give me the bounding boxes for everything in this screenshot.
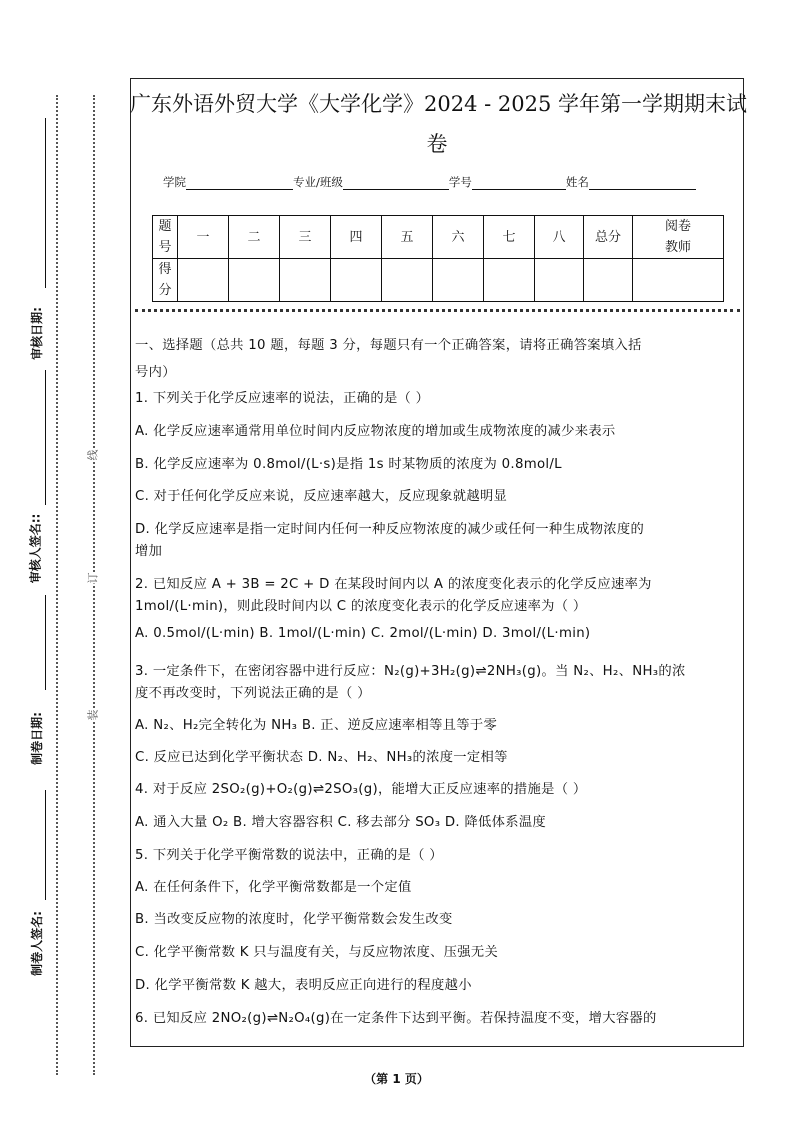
exam-title: 广东外语外贸大学《大学化学》2024 - 2025 学年第一学期期末试 [130, 92, 748, 116]
header-cell: 阅卷教师 [633, 216, 724, 259]
name-label: 姓名 [565, 175, 589, 189]
question-line: A. 0.5mol/(L·min) B. 1mol/(L·min) C. 2mol/(L·min) D. 3mol/(L·min) [135, 626, 591, 641]
page-number: （第 1 页） [364, 1072, 429, 1086]
question-line: C. 反应已达到化学平衡状态 D. N₂、H₂、NH₃的浓度一定相等 [135, 750, 508, 765]
maker-date-underline [45, 595, 46, 690]
question-line: 6. 已知反应 2NO₂(g)⇌N₂O₄(g)在一定条件下达到平衡。若保持温度不变，增大容器的 [135, 1011, 657, 1026]
score-cell[interactable] [382, 259, 433, 302]
section-heading: 号内） [135, 365, 176, 380]
score-table [152, 215, 724, 302]
header-cell: 二 [229, 216, 280, 259]
reviewer-signature-label: 审核人签名:: [28, 513, 43, 584]
question-line: 4. 对于反应 2SO₂(g)+O₂(g)⇌2SO₃(g)，能增大正反应速率的措施是（ ） [135, 782, 587, 797]
exam-title-cont: 卷 [426, 132, 448, 156]
student-id-label: 学号 [448, 175, 472, 189]
score-cell[interactable] [331, 259, 382, 302]
header-cell: 总分 [584, 216, 633, 259]
section-heading: 一、选择题（总共 10 题，每题 3 分，每题只有一个正确答案，请将正确答案填入括 [135, 338, 642, 353]
name-field[interactable] [589, 177, 696, 190]
maker-signature-underline [45, 790, 46, 900]
question-line: A. 通入大量 O₂ B. 增大容器容积 C. 移去部分 SO₃ D. 降低体系温度 [135, 815, 547, 830]
score-cell[interactable] [280, 259, 331, 302]
question-number-row [153, 216, 724, 259]
college-field[interactable] [186, 177, 293, 190]
header-cell: 四 [331, 216, 382, 259]
binding-dotted-line-inner [93, 95, 95, 1075]
maker-date-label: 制卷日期: [29, 712, 44, 765]
header-cell: 六 [433, 216, 484, 259]
score-cell[interactable] [484, 259, 535, 302]
score-cell[interactable] [584, 259, 633, 302]
header-cell: 五 [382, 216, 433, 259]
major-class-label: 专业/班级 [293, 175, 343, 189]
student-info [163, 174, 696, 190]
score-cell[interactable] [633, 259, 724, 302]
question-line: A. N₂、H₂完全转化为 NH₃ B. 正、逆反应速率相等且等于零 [135, 718, 498, 733]
student-id-field[interactable] [472, 177, 566, 190]
question-line: 2. 已知反应 A + 3B = 2C + D 在某段时间内以 A 的浓度变化表示的化学反应速率为 [135, 577, 652, 592]
question-line: A. 在任何条件下，化学平衡常数都是一个定值 [135, 880, 412, 895]
binding-mark-line: 线 [86, 449, 100, 461]
binding-dotted-line-outer [56, 95, 58, 1075]
header-cell: 三 [280, 216, 331, 259]
question-line: 1mol/(L·min)，则此段时间内以 C 的浓度变化表示的化学反应速率为（ ） [135, 599, 587, 614]
question-line: B. 化学反应速率为 0.8mol/(L·s)是指 1s 时某物质的浓度为 0.8mol/L [135, 457, 562, 472]
question-line: A. 化学反应速率通常用单位时间内反应物浓度的增加或生成物浓度的减少来表示 [135, 424, 616, 439]
maker-signature-label: 制卷人签名: [29, 911, 44, 976]
question-line: 增加 [135, 544, 163, 559]
question-line: 3. 一定条件下，在密闭容器中进行反应：N₂(g)+3H₂(g)⇌2NH₃(g)。当 N₂、H₂、NH₃的浓 [135, 664, 686, 679]
header-cell: 一 [178, 216, 229, 259]
binding-mark-bind: 装 [86, 709, 100, 721]
score-cell[interactable] [178, 259, 229, 302]
header-cell: 八 [535, 216, 584, 259]
reviewer-signature-underline [45, 370, 46, 505]
score-cell[interactable] [229, 259, 280, 302]
review-date-label: 审核日期: [29, 307, 44, 360]
score-cell[interactable] [433, 259, 484, 302]
header-cell: 七 [484, 216, 535, 259]
separator-dotted-line [135, 309, 740, 312]
question-line: D. 化学平衡常数 K 越大，表明反应正向进行的程度越小 [135, 978, 472, 993]
question-line: B. 当改变反应物的浓度时，化学平衡常数会发生改变 [135, 912, 453, 927]
score-row [153, 259, 724, 302]
question-line: D. 化学反应速率是指一定时间内任何一种反应物浓度的减少或任何一种生成物浓度的 [135, 522, 645, 537]
question-line: C. 化学平衡常数 K 只与温度有关，与反应物浓度、压强无关 [135, 945, 499, 960]
binding-mark-staple: 订 [86, 572, 100, 584]
score-row-label: 得分 [153, 259, 178, 302]
question-line: 度不再改变时，下列说法正确的是（ ） [135, 686, 371, 701]
major-class-field[interactable] [343, 177, 449, 190]
header-cell: 题号 [153, 216, 178, 259]
question-line: 1. 下列关于化学反应速率的说法，正确的是（ ） [135, 391, 430, 406]
question-line: C. 对于任何化学反应来说，反应速率越大，反应现象就越明显 [135, 489, 508, 504]
question-line: 5. 下列关于化学平衡常数的说法中，正确的是（ ） [135, 848, 443, 863]
review-date-underline [45, 118, 46, 288]
score-cell[interactable] [535, 259, 584, 302]
college-label: 学院 [163, 175, 186, 189]
